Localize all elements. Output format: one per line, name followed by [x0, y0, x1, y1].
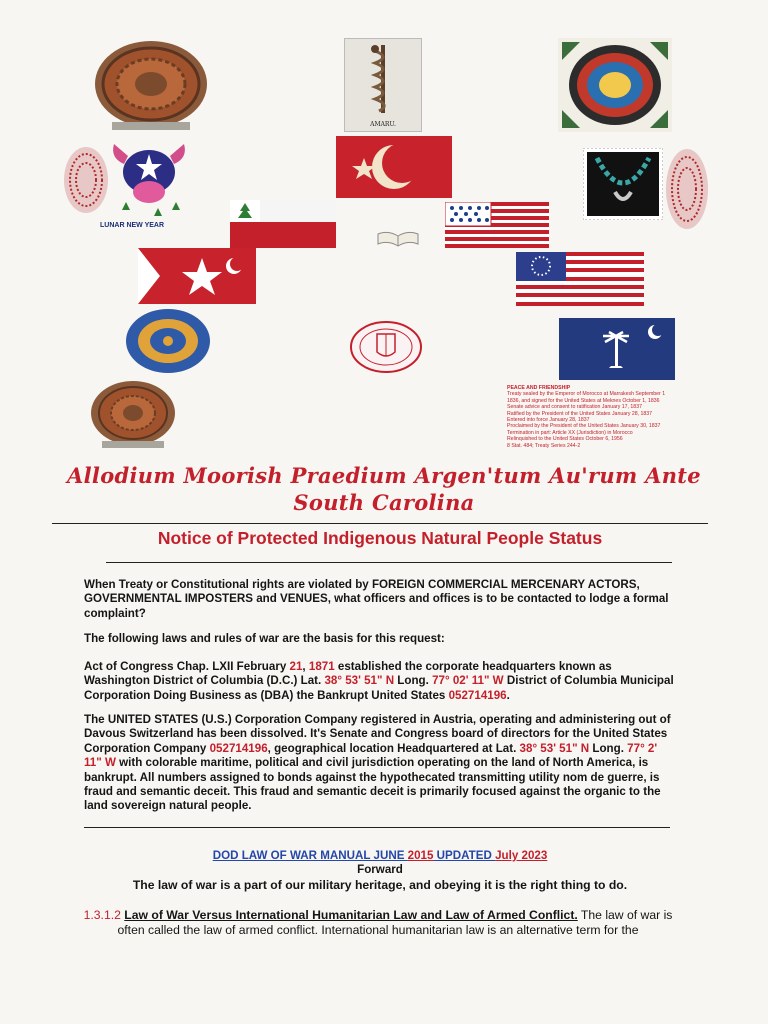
mandala-image — [558, 38, 672, 132]
aztec-calendar-small-image — [88, 379, 178, 449]
treaty-line: Treaty sealed by the Emperor of Morocco at Marrakesh September 1 — [507, 391, 666, 398]
dod-manual-heading: DOD LAW OF WAR MANUAL JUNE 2015 UPDATED July 2023 — [212, 849, 548, 862]
aztec-calendar-image — [92, 40, 210, 132]
treaty-text-block — [507, 385, 687, 449]
us-corporation-paragraph: The UNITED STATES (U.S.) Corporation Company registered in Austria, operating and administering out of Davous Switzerland has been dissolved. It's Senate and Congress board of directors for the United States Corporation Company 052714196, geographical location Headquartered at Lat. 38° 53' 51" N Long. 77° 2' 11" W with colorable maritime, political and civil jurisdiction operating on the land of North America, is bankrupt. All numbers assigned to bonds against the hypothecated transmitting utility nom de guerre, is fraud and semantic deceit. This fraud and semantic deceit is primarily focused against the organic to the land sovereign natural people. — [84, 713, 671, 813]
necklace-stamp-image — [583, 148, 663, 220]
page-title: Allodium Moorish Praedium Argen'tum Au'rum Ante South Carolina — [67, 463, 701, 515]
pine-tree-flag-image — [230, 200, 336, 248]
star-crescent-flag-image — [138, 248, 256, 304]
treaty-line: Ratified by the President of the United States January 28, 1837 — [507, 410, 653, 417]
treaty-line: 1836, and signed for the United States at Meknes October 1, 1836 — [507, 397, 660, 404]
basis-paragraph: The following laws and rules of war are the basis for this request: — [84, 632, 445, 645]
divider — [84, 827, 670, 828]
thirteen-star-flag-image — [445, 202, 549, 248]
notice-heading: Notice of Protected Indigenous Natural People Status — [157, 528, 603, 548]
treaty-line: Termination in part: Article XX (Jurisdiction) in Morocco — [507, 429, 633, 436]
treaty-line: Relinquished to the United States October 6, 1956 — [507, 436, 623, 443]
fingerprint-right-image — [664, 146, 710, 232]
divider — [52, 523, 708, 524]
lunar-new-year-label: LUNAR NEW YEAR — [100, 222, 165, 229]
serpent-label: AMARU. — [370, 121, 396, 128]
treaty-line: 8 Stat. 484; Treaty Series 244-2 — [507, 442, 581, 449]
serpent-staff-image — [344, 38, 422, 132]
fingerprint-left-image — [62, 145, 110, 215]
treaty-title: PEACE AND FRIENDSHIP — [507, 385, 571, 391]
betsy-ross-flag-image — [516, 252, 644, 306]
divider — [106, 562, 672, 563]
question-paragraph: When Treaty or Constitutional rights are violated by FOREIGN COMMERCIAL MERCENARY ACTORS, GOVERNMENTAL IMPOSTERS and VENUES, what officers and offices is to be contacted to lodge a formal complaint? — [84, 578, 669, 620]
treaty-line: Senate advice and consent to ratification January 17, 1837 — [507, 404, 642, 411]
treaty-line: Entered into force January 28, 1837 — [507, 417, 590, 424]
forward-heading: Forward — [357, 863, 403, 876]
treaty-line: Proclaimed by the President of the United States January 30, 1837 — [507, 423, 661, 430]
ox-head-image — [108, 136, 190, 222]
south-carolina-flag-image — [559, 318, 675, 380]
section-paragraph: 1.3.1.2 Law of War Versus International Humanitarian Law and Law of Armed Conflict. The law of war is often called the law of armed conflict. International humanitarian law is an alternative term for the — [83, 908, 673, 937]
act-of-congress-paragraph: Act of Congress Chap. LXII February 21, 1871 established the corporate headquarters known as Washington District of Columbia (D.C.) Lat. 38° 53' 51" N Long. 77° 02' 11" W District of Columbia Municipal Corporation Doing Business as (DBA) the Bankrupt United States 052714196. — [84, 660, 674, 702]
round-stamp-seal — [349, 320, 423, 374]
open-book-image — [376, 228, 420, 248]
moroccan-flag-image — [336, 136, 452, 198]
law-of-war-line: The law of war is a part of our military heritage, and obeying it is the right thing to do. — [132, 878, 628, 892]
moorish-seal-image — [124, 307, 212, 375]
